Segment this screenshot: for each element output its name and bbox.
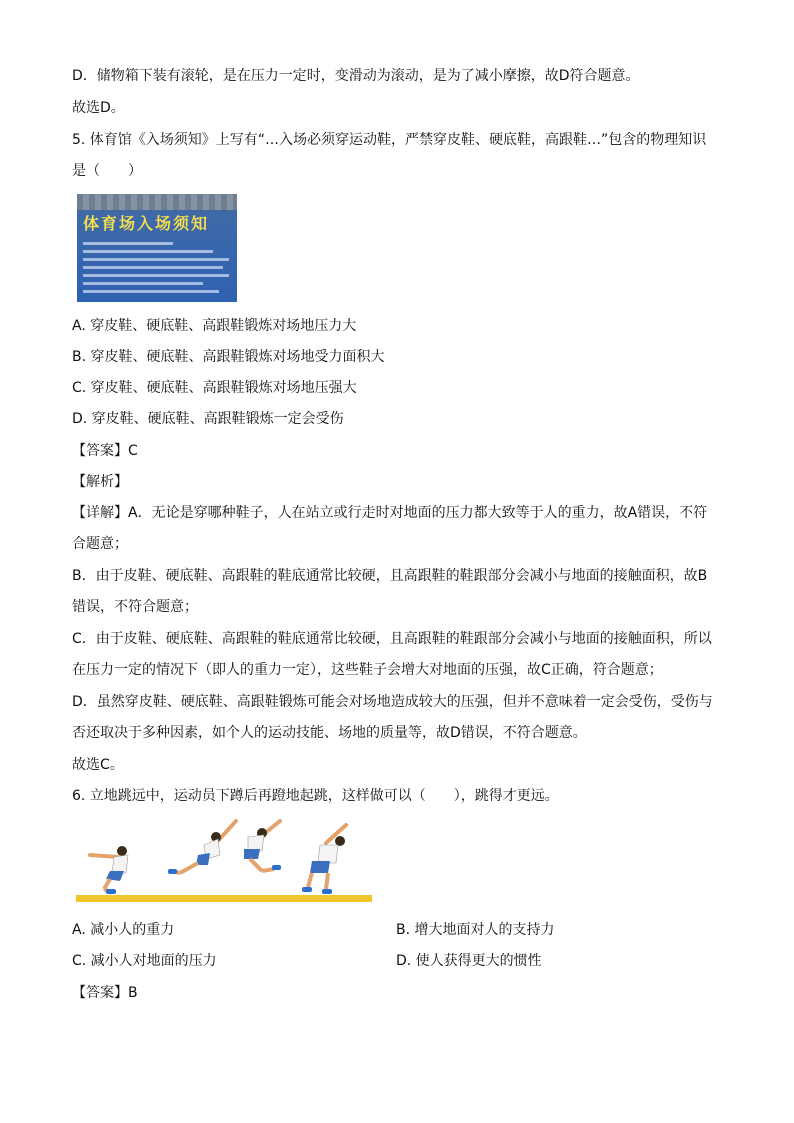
question-5-option-c: C. 穿皮鞋、硬底鞋、高跟鞋锻炼对场地压强大 [72,380,357,396]
question-6-option-b: B. 增大地面对人的支持力 [396,922,555,938]
question-6-option-c: C. 减小人对地面的压力 [72,953,217,969]
choose-answer-text: 故选D。 [72,100,125,116]
notice-text-line [83,274,229,277]
notice-board-frame [77,194,237,210]
detail-b-line1: B．由于皮鞋、硬底鞋、高跟鞋的鞋底通常比较硬，且高跟鞋的鞋跟部分会减小与地面的接触面积，故B [72,568,708,584]
option-d-explanation: D．储物箱下装有滚轮，是在压力一定时，变滑动为滚动，是为了减小摩擦，故D符合题意。 [72,68,640,84]
jumper-landing [302,825,346,894]
question-5-option-b: B. 穿皮鞋、硬底鞋、高跟鞋锻炼对场地受力面积大 [72,349,385,365]
choose-answer-5: 故选C。 [72,757,124,773]
question-5-option-a: A. 穿皮鞋、硬底鞋、高跟鞋锻炼对场地压力大 [72,318,357,334]
jumper-takeoff [168,821,236,874]
detail-b-line2: 错误，不符合题意； [72,599,198,615]
detail-c-line2: 在压力一定的情况下（即人的重力一定），这些鞋子会增大对地面的压强，故C正确，符合题意； [72,662,663,678]
answer-5: 【答案】C [72,443,138,459]
question-6-stem: 6. 立地跳远中，运动员下蹲后再蹬地起跳，这样做可以（ ），跳得才更远。 [72,788,559,804]
question-6-option-a: A. 减小人的重力 [72,922,175,938]
jumper-crouch [90,846,128,894]
answer-6: 【答案】B [72,985,138,1001]
jumper-flight [244,821,281,871]
notice-board-title: 体育场入场须知 [83,214,210,233]
detail-a-line1: 【详解】A．无论是穿哪种鞋子，人在站立或行走时对地面的压力都大致等于人的重力，故A错误，不符 [72,505,708,521]
notice-text-line [83,258,229,261]
ground-line [76,895,372,902]
detail-a-line2: 合题意； [72,536,128,552]
notice-text-line [83,290,219,293]
long-jump-image [76,815,374,905]
long-jump-figures [76,815,374,905]
question-6-option-d: D. 使人获得更大的惯性 [396,953,542,969]
notice-text-line [83,282,203,285]
notice-board-image [77,194,237,302]
detail-c-line1: C．由于皮鞋、硬底鞋、高跟鞋的鞋底通常比较硬，且高跟鞋的鞋跟部分会减小与地面的接触面积，所以 [72,631,712,647]
detail-d-line2: 否还取决于多种因素，如个人的运动技能、场地的质量等，故D错误，不符合题意。 [72,725,587,741]
detail-d-line1: D．虽然穿皮鞋、硬底鞋、高跟鞋锻炼可能会对场地造成较大的压强，但并不意味着一定会受伤，受伤与 [72,694,713,710]
question-5-option-d: D. 穿皮鞋、硬底鞋、高跟鞋锻炼一定会受伤 [72,411,344,427]
analysis-5-heading: 【解析】 [72,474,128,490]
notice-text-line [83,266,223,269]
notice-text-line [83,250,213,253]
notice-text-line [83,242,173,245]
question-5-stem: 5. 体育馆《入场须知》上写有“…入场必须穿运动鞋，严禁穿皮鞋、硬底鞋，高跟鞋…”包含的物理知识 [72,132,707,148]
question-5-stem-continued: 是（ ） [72,163,142,179]
